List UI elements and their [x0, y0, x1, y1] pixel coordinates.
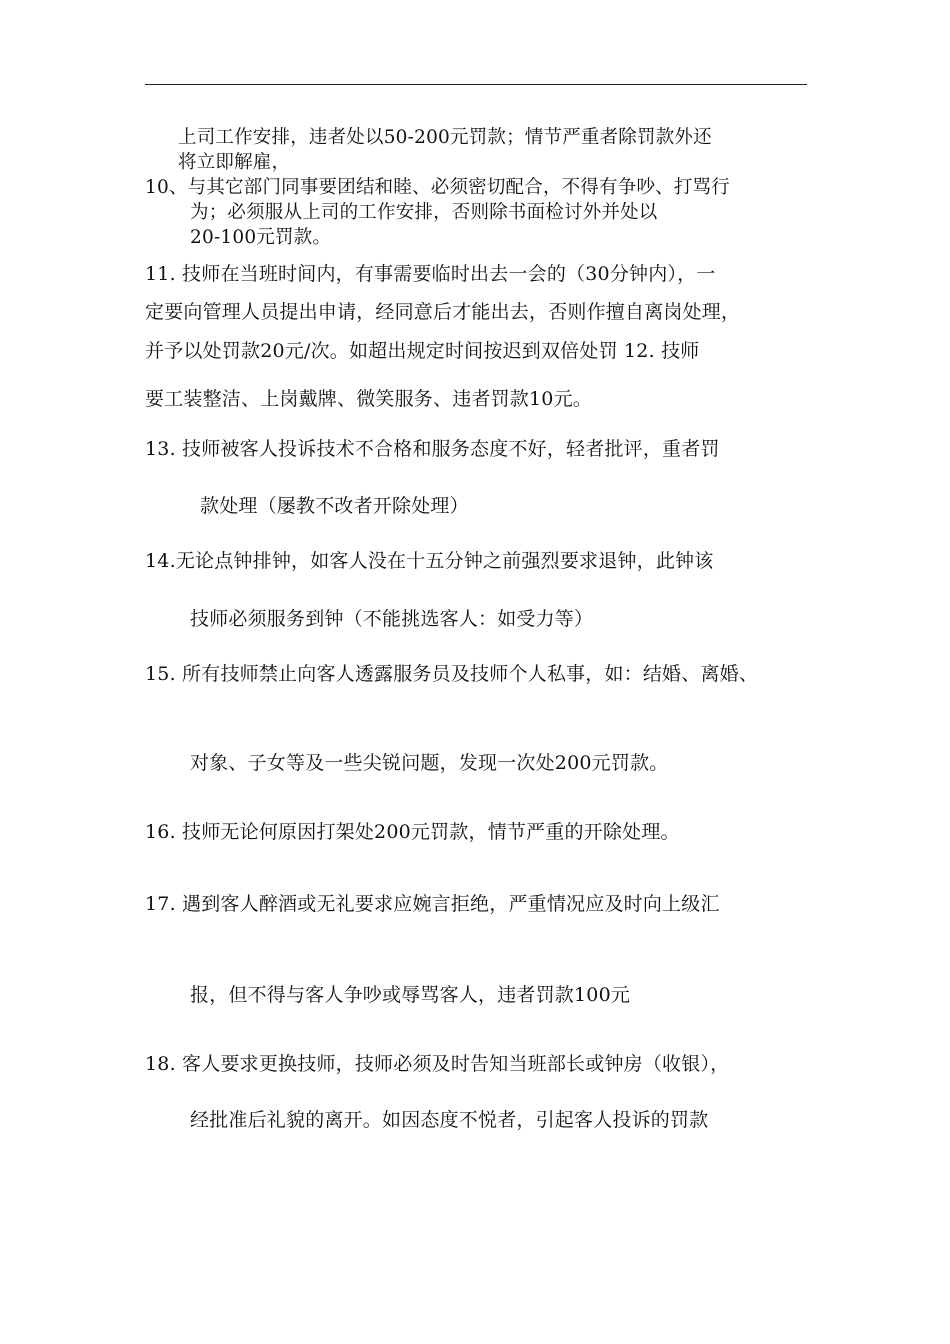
text-line: 要工装整洁、上岗戴牌、微笑服务、违者罚款10元。 [145, 388, 592, 410]
text-line: 为；必须服从上司的工作安排，否则除书面检讨外并处以 [190, 202, 658, 223]
text-line: 经批准后礼貌的离开。如因态度不悦者，引起客人投诉的罚款 [190, 1109, 709, 1131]
text-line: 款处理（屡教不改者开除处理） [200, 495, 469, 517]
text-line: 上司工作安排，违者处以50-200元罚款；情节严重者除罚款外还 [178, 127, 712, 148]
text-line: 定要向管理人员提出申请，经同意后才能出去，否则作擅自离岗处理， [145, 301, 741, 323]
text-line: 11. 技师在当班时间内，有事需要临时出去一会的（30分钟内），一 [145, 263, 716, 285]
text-line: 17. 遇到客人醉酒或无礼要求应婉言拒绝，严重情况应及时向上级汇 [145, 893, 720, 915]
text-line: 对象、子女等及一些尖锐问题，发现一次处200元罚款。 [190, 752, 669, 774]
text-line: 10、与其它部门同事要团结和睦、必须密切配合，不得有争吵、打骂行 [145, 177, 730, 198]
header-rule [145, 84, 807, 85]
text-line: 14.无论点钟排钟，如客人没在十五分钟之前强烈要求退钟，此钟该 [145, 550, 714, 572]
text-line: 报，但不得与客人争吵或辱骂客人，违者罚款100元 [190, 984, 631, 1006]
text-line: 13. 技师被客人投诉技术不合格和服务态度不好，轻者批评，重者罚 [145, 438, 720, 460]
text-line: 技师必须服务到钟（不能挑选客人：如受力等） [190, 608, 594, 630]
text-line: 20-100元罚款。 [190, 227, 332, 248]
text-line: 将立即解雇， [178, 152, 291, 173]
text-line: 15. 所有技师禁止向客人透露服务员及技师个人私事，如：结婚、离婚、 [145, 663, 759, 685]
text-line: 并予以处罚款20元/次。如超出规定时间按迟到双倍处罚 12. 技师 [145, 340, 700, 362]
text-line: 16. 技师无论何原因打架处200元罚款，情节严重的开除处理。 [145, 821, 680, 843]
text-line: 18. 客人要求更换技师，技师必须及时告知当班部长或钟房（收银）， [145, 1053, 730, 1075]
